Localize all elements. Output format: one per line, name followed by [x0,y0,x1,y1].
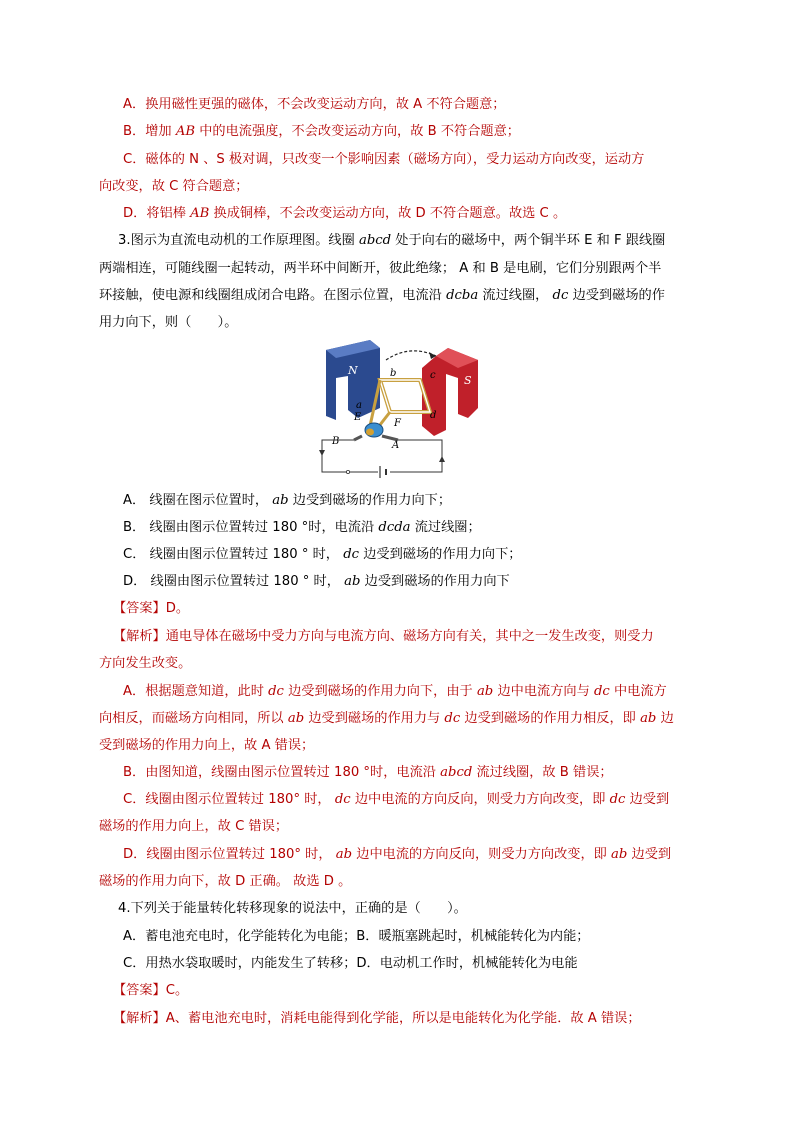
text-segment: dc [593,684,610,699]
label-s: S [464,374,472,387]
text-line-l12 [123,546,521,564]
text-segment: AB [175,124,196,139]
text-segment: 边中电流方向与 [493,684,594,699]
label-d: d [430,410,437,421]
text-segment: 磁场的作用力向下，故 D 正确。 故选 D 。 [99,874,352,889]
text-line-l18 [99,710,674,728]
label-b: b [390,368,397,379]
text-segment: 4.下列关于能量转化转移现象的说法中，正确的是（ ）。 [118,901,467,916]
switch-contact [346,470,349,473]
label-c: c [430,370,436,381]
text-line-l26 [123,928,589,946]
text-line-l14 [113,600,189,618]
text-segment: 处于向右的磁场中，两个铜半环 E 和 F 跟线圈 [391,233,666,248]
text-segment: 边受到磁场的作用力向下，由于 [283,684,477,699]
text-segment: ab [344,574,361,589]
text-line-l11 [123,519,481,537]
label-f: F [394,418,401,429]
text-segment: C． 线圈由图示位置转过 180 ° 时， [123,547,344,562]
text-segment: 用力向下，则（ ）。 [99,315,238,330]
text-line-l7 [99,260,661,278]
text-segment: 向改变，故 C 符合题意； [99,179,249,194]
text-segment: A． 线圈在图示位置时， [123,493,273,508]
text-line-l2 [123,123,520,141]
text-segment: dc [609,792,626,807]
text-line-l21 [123,791,669,809]
text-segment: 流过线圈，故 B 错误； [472,765,613,780]
commutator-core [366,429,374,436]
text-segment: B．由图知道，线圈由图示位置转过 180 °时，电流沿 [123,765,441,780]
text-line-l20 [123,764,613,782]
label-e: E [354,412,362,423]
text-segment: D． 线圈由图示位置转过 180 ° 时， [123,574,345,589]
text-line-l4 [99,178,248,196]
text-segment: 边 [656,711,674,726]
text-segment: dc [343,547,360,562]
text-segment: C．用热水袋取暖时，内能发生了转移；D．电动机工作时，机械能转化为电能 [123,956,578,971]
text-segment: AB [190,206,210,221]
text-line-l9 [99,314,237,332]
text-segment: 边受到磁场的作用力与 [304,711,445,726]
text-segment: 换成铜棒，不会改变运动方向，故 D 不符合题意。故选 C 。 [209,206,567,221]
label-a: a [356,400,362,411]
text-segment: dc [552,288,569,303]
text-segment: 边中电流的方向反向，则受力方向改变，即 [352,847,612,862]
text-segment: A．换用磁性更强的磁体，不会改变运动方向，故 A 不符合题意； [123,97,506,112]
text-segment: 受到磁场的作用力向上，故 A 错误； [99,738,315,753]
label-brush-b: B [332,436,340,447]
text-segment: B． 线圈由图示位置转过 180 °时，电流沿 [123,520,379,535]
text-segment: 两端相连，可随线圈一起转动，两半环中间断开，彼此绝缘； A 和 B 是电刷，它们分别跟两个半 [99,261,662,276]
text-segment: ab [287,711,305,726]
text-segment: 边受到磁场的作用力向下 [360,574,510,589]
text-segment: dcba [446,288,479,303]
text-line-l28 [113,982,188,1000]
text-segment: 【答案】D。 [113,601,190,616]
text-segment: C．磁体的 N 、S 极对调，只改变一个影响因素（磁场方向），受力运动方向改变，运动方 [123,152,645,167]
text-segment: dc [268,684,284,699]
text-segment: dcda [378,520,411,535]
circuit-wire [322,440,378,472]
text-segment: ab [335,847,353,862]
text-segment: 边受到磁场的作用力向下； [359,547,522,562]
text-segment: abcd [440,765,473,780]
current-arrow-left [319,450,325,456]
text-segment: 环接触，使电源和线圈组成闭合电路。在图示位置，电流沿 [99,288,447,303]
brush-b [354,436,362,440]
text-segment: 中的电流强度，不会改变运动方向，故 B 不符合题意； [195,124,520,139]
text-line-l19 [99,737,314,755]
text-segment: D．线圈由图示位置转过 180° 时， [123,847,336,862]
text-segment: ab [476,684,494,699]
dc-motor-diagram [318,338,478,478]
text-segment: 流过线圈， [478,288,553,303]
text-segment: 方向发生改变。 [99,656,192,671]
text-segment: 边受到 [627,847,672,862]
text-segment: 边中电流的方向反向，则受力方向改变，即 [350,792,610,807]
text-line-l10 [123,492,451,510]
motor-figure-svg [318,338,478,478]
text-segment: 边受到磁场的作用力向下； [288,493,452,508]
text-segment: 【解析】通电导体在磁场中受力方向与电流方向、磁场方向有关，其中之一发生改变，则受力 [113,629,654,644]
text-segment: 向相反，而磁场方向相同，所以 [99,711,288,726]
text-line-l16 [99,655,191,673]
text-segment: ab [272,493,289,508]
text-segment: 【解析】A、蓄电池充电时，消耗电能得到化学能，所以是电能转化为化学能．故 A 错误； [113,1011,641,1026]
text-line-l5 [123,205,566,223]
current-arrow-right [439,456,445,462]
text-segment: B．增加 [123,124,176,139]
text-segment: ab [640,711,657,726]
text-segment: 边受到 [625,792,670,807]
text-segment: 【答案】C。 [113,983,189,998]
text-line-l23 [123,846,671,864]
text-segment: 边受到磁场的作用力相反，即 [460,711,641,726]
text-segment: A．蓄电池充电时，化学能转化为电能；B．暖瓶塞跳起时，机械能转化为内能； [123,929,590,944]
text-segment: 中电流方 [609,684,667,699]
text-line-l25 [118,900,467,918]
text-line-l17 [123,683,667,701]
text-segment: dc [334,792,351,807]
text-line-l1 [123,96,506,114]
text-line-l29 [113,1010,641,1028]
label-n: N [348,364,358,377]
text-segment: C．线圈由图示位置转过 180° 时， [123,792,335,807]
text-line-l13 [123,573,510,591]
rotation-arrow [386,351,436,360]
text-line-l6 [118,232,665,250]
label-brush-a: A [392,440,400,451]
text-line-l22 [99,818,288,836]
text-segment: 3.图示为直流电动机的工作原理图。线圈 [118,233,359,248]
text-line-l24 [99,873,351,891]
text-segment: ab [611,847,628,862]
text-segment: 流过线圈； [410,520,481,535]
text-line-l3 [123,151,644,169]
text-segment: dc [444,711,461,726]
text-line-l15 [113,628,654,646]
text-line-l27 [123,955,578,973]
text-segment: 边受到磁场的作 [568,288,665,303]
text-segment: A．根据题意知道，此时 [123,684,269,699]
text-segment: abcd [358,233,392,248]
text-line-l8 [99,287,665,305]
text-segment: D．将铝棒 [123,206,191,221]
text-segment: 磁场的作用力向上，故 C 错误； [99,819,289,834]
